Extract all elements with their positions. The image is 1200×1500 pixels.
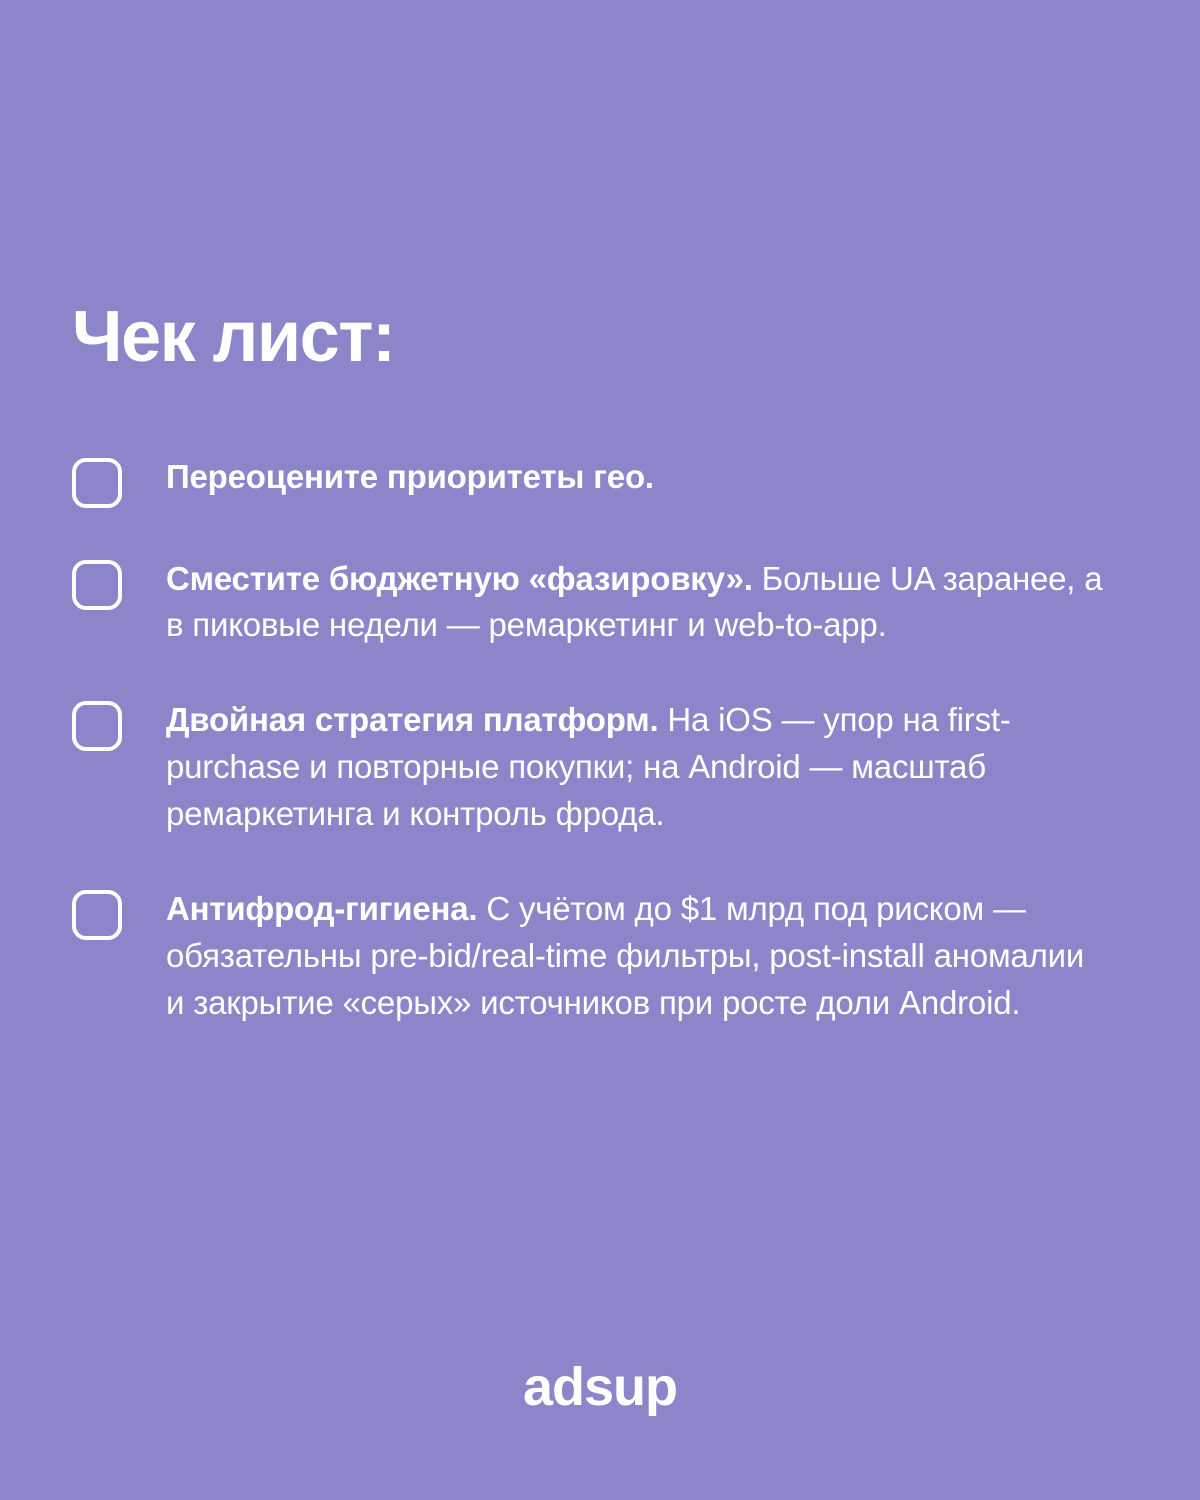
list-item-rest: На iOS — упор на first-purchase и повторные покупки; на Android — масштаб ремаркетинга и контроль фрода. (166, 701, 1011, 833)
adsup-logo: adsup (522, 1357, 678, 1417)
footer (0, 1357, 1200, 1417)
list-item (72, 886, 1130, 1027)
checkbox-icon[interactable] (72, 458, 122, 508)
page-title: Чек лист: (72, 297, 395, 377)
list-item (72, 697, 1130, 838)
list-item-text (166, 454, 654, 501)
checkbox-icon[interactable] (72, 560, 122, 610)
checklist (72, 454, 1130, 1027)
checkbox-icon[interactable] (72, 701, 122, 751)
list-item-lead: Переоцените приоритеты гео. (166, 457, 654, 495)
checkbox-icon[interactable] (72, 890, 122, 940)
list-item-lead: Двойная стратегия платформ. (166, 701, 659, 739)
list-item-text (166, 697, 1111, 838)
list-item-text (166, 556, 1111, 650)
list-item-lead: Сместите бюджетную «фазировку». (166, 559, 753, 597)
list-item-text (166, 886, 1111, 1027)
list-item (72, 556, 1130, 650)
list-item-lead: Антифрод-гигиена. (166, 889, 478, 927)
list-item (72, 454, 1130, 508)
list-item-rest: С учётом до $1 млрд под риском — обязательны pre-bid/real-time фильтры, post-install аномалии и закрытие «серых» источников при росте доли Android. (166, 889, 1085, 1021)
list-item-rest: Больше UA заранее, а в пиковые недели — ремаркетинг и web-to-app. (166, 559, 1103, 644)
